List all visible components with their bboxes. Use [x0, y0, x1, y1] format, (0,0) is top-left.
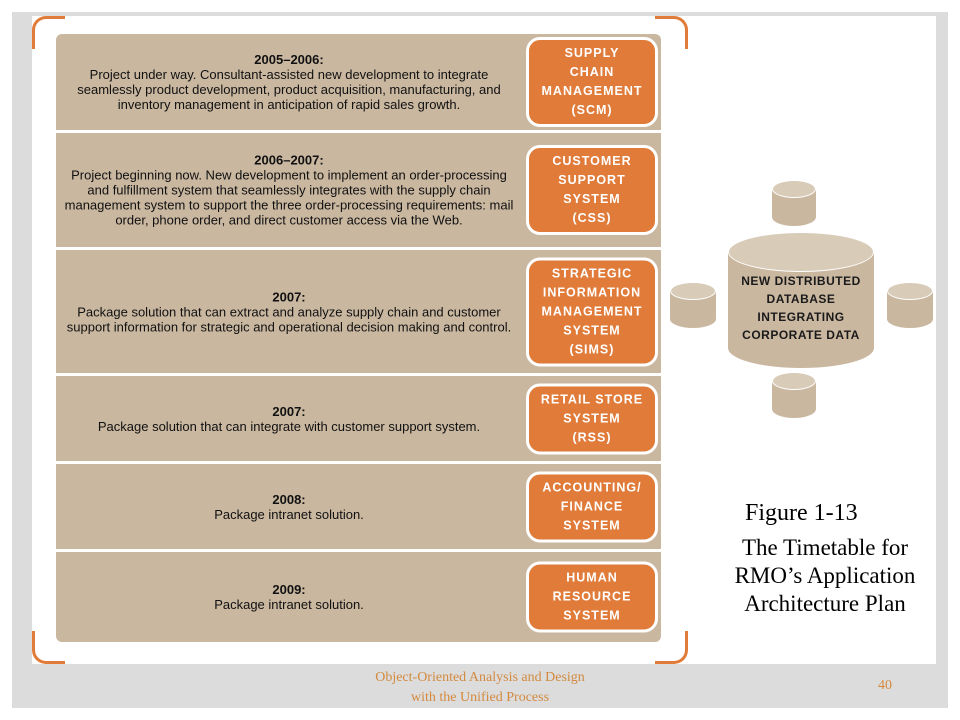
timetable-panel — [56, 34, 661, 642]
system-badge: RETAIL STORE SYSTEM (RSS) — [526, 383, 658, 454]
timetable-row — [56, 250, 661, 376]
footer-text: Object-Oriented Analysis and Design with the Unified Process — [375, 670, 585, 705]
system-badge: HUMAN RESOURCE SYSTEM — [526, 562, 658, 633]
small-database-icon — [887, 282, 933, 328]
system-badge: STRATEGIC INFORMATION MANAGEMENT SYSTEM (SIMS) — [526, 257, 658, 366]
timetable-row — [56, 552, 661, 642]
row-text: Package solution that can extract and analyze supply chain and customer support information for strategic and operational decision making and control. — [66, 304, 512, 334]
system-badge: SUPPLY CHAIN MANAGEMENT (SCM) — [526, 37, 658, 127]
timetable-row — [56, 376, 661, 464]
figure-caption: The Timetable for RMO’s Application Architecture Plan — [734, 535, 916, 616]
row-description — [64, 153, 514, 228]
row-year: 2005–2006: — [254, 52, 324, 67]
row-text: Package solution that can integrate with customer support system. — [97, 418, 481, 434]
figure-number: Figure 1-13 — [745, 500, 858, 526]
row-description — [64, 52, 514, 112]
row-description — [64, 582, 514, 612]
row-year: 2009: — [272, 582, 306, 597]
row-description — [64, 404, 514, 434]
figure-timetable — [32, 16, 680, 664]
system-badge: ACCOUNTING/ FINANCE SYSTEM — [526, 471, 658, 542]
row-year: 2007: — [272, 289, 306, 304]
database-label: NEW DISTRIBUTED DATABASE INTEGRATING CORPORATE DATA — [741, 274, 861, 342]
row-description — [64, 492, 514, 522]
row-text: Project beginning now. New development to implement an order-processing and fulfillment system that seamlessly integrates with the supply chain management system to support the three order-processing requirements: mail order, phone order, and direct customer access via the Web. — [64, 167, 514, 228]
row-description — [64, 289, 514, 334]
row-text: Package intranet solution. — [214, 506, 364, 522]
row-year: 2006–2007: — [254, 152, 324, 168]
central-database-icon — [728, 232, 874, 368]
row-year: 2007: — [272, 403, 306, 419]
timetable-row — [56, 133, 661, 250]
row-text: Project under way. Consultant-assisted new development to integrate seamlessly product development, product acquisition, manufacturing, and inventory management in anticipation of rapid sales growth. — [77, 67, 501, 112]
row-text: Package intranet solution. — [214, 597, 364, 612]
timetable-row — [56, 464, 661, 552]
system-badge: CUSTOMER SUPPORT SYSTEM (CSS) — [526, 145, 658, 235]
small-database-icon — [772, 372, 816, 418]
page-number: 40 — [878, 678, 892, 693]
small-database-icon — [670, 282, 716, 328]
small-database-icon — [772, 180, 816, 226]
timetable-row — [56, 34, 661, 133]
row-year: 2008: — [272, 491, 306, 507]
